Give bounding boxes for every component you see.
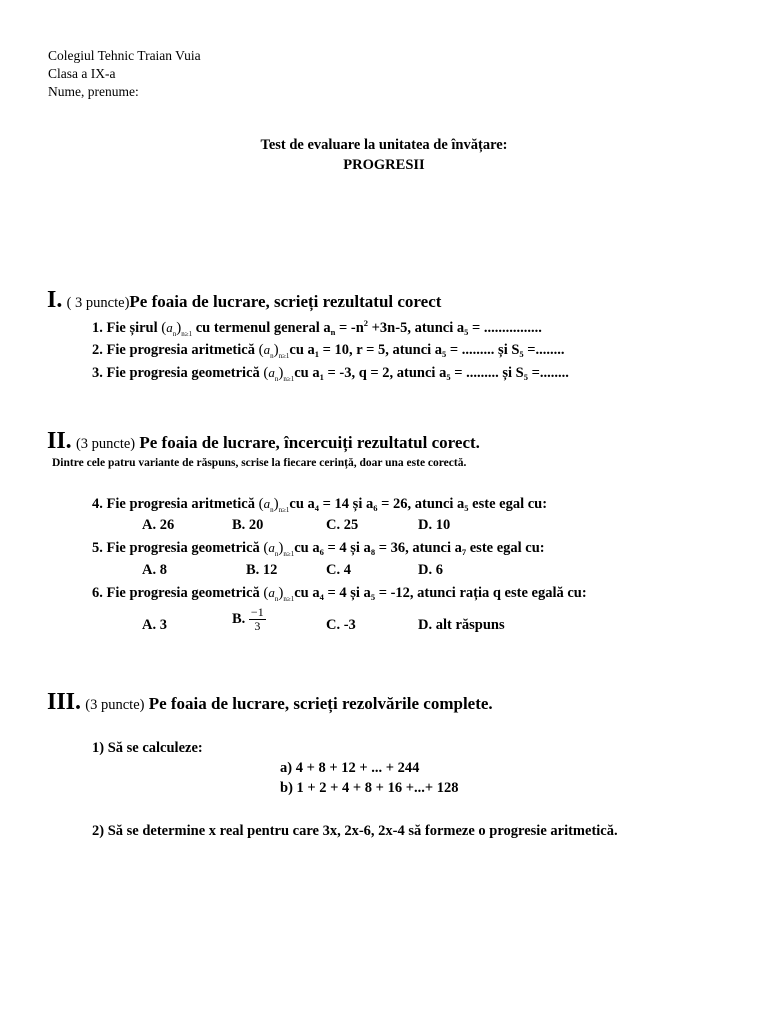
section-2-note: Dintre cele patru variante de răspuns, scrise la fiecare cerință, doar una este corectă. <box>52 457 467 469</box>
question-2: 2) Să se determine x real pentru care 3x, 2x-6, 2x-4 să formeze o progresie aritmetică. <box>92 823 618 839</box>
test-subject: PROGRESII <box>343 157 425 173</box>
item-4: 4. Fie progresia aritmetică $(a_n)_{n\ge 1}cu$ $a_4 = 14$ și $a_6 = 26$, atunci $a_5$ este egal cu: <box>92 496 548 514</box>
option-5b[interactable]: B. 12 <box>246 562 278 578</box>
class-label: Clasa a IX-a <box>48 66 116 81</box>
option-4b[interactable]: B. 20 <box>232 517 264 533</box>
option-5d[interactable]: D. 6 <box>418 562 443 578</box>
item-6: 6. Fie progresia geometrică $(a_n)_{n\ge 1}cu$ $a_4 = 4$ și $a_5 = -12$, atunci rația q este egală cu: <box>92 585 587 603</box>
question-1: 1) Să se calculeze: <box>92 740 203 756</box>
section-3-heading: III. (3 puncte) Pe foaia de lucrare, scrieți rezolvările complete. <box>47 689 493 715</box>
name-label: Nume, prenume: <box>48 84 139 99</box>
option-5c[interactable]: C. 4 <box>326 562 351 578</box>
option-6b[interactable]: B. $\frac{-1}{3}$ <box>232 605 264 633</box>
test-title: Test de evaluare la unitatea de învățare: <box>260 137 508 153</box>
sequence-notation: $(a_n)_{n\ge 1}$ <box>161 320 193 338</box>
option-6d[interactable]: D. alt răspuns <box>418 617 505 633</box>
option-4d[interactable]: D. 10 <box>418 517 451 533</box>
sequence-notation: $(a_n)_{n\ge 1}$ <box>258 496 290 514</box>
item-5: 5. Fie progresia geometrică $(a_n)_{n\ge 1}cu$ $a_6 = 4$ și $a_8 = 36$, atunci $a_7$ este egal cu: <box>92 540 545 558</box>
option-6a[interactable]: A. 3 <box>142 617 167 633</box>
item-2: 2. Fie progresia aritmetică $(a_n)_{n\ge 1}cu$ $a_1 = 10$, r = 5, atunci $a_5$ = ......... și $S_5$ =........ <box>92 342 565 360</box>
option-4c[interactable]: C. 25 <box>326 517 359 533</box>
item-1: 1. Fie șirul $(a_n)_{n\ge 1}$ cu termenul general $a_n = -n^2 +3n-5$, atunci $a_5$ = ................ <box>92 318 542 338</box>
question-1a: a) 4 + 8 + 12 + ... + 244 <box>280 760 420 776</box>
sequence-notation: $(a_n)_{n\ge 1}$ <box>263 585 295 603</box>
fraction-minus-one-third: $\frac{-1}{3}$ <box>250 605 264 633</box>
section-2-heading: II. (3 puncte) Pe foaia de lucrare, încercuiți rezultatul corect. <box>47 428 480 454</box>
sequence-notation: $(a_n)_{n\ge 1}$ <box>258 342 290 360</box>
question-1b: b) 1 + 2 + 4 + 8 + 16 +...+ 128 <box>280 780 459 796</box>
sequence-notation: $(a_n)_{n\ge 1}$ <box>263 365 295 383</box>
sequence-notation: $(a_n)_{n\ge 1}$ <box>263 540 295 558</box>
section-1-heading: I. ( 3 puncte)Pe foaia de lucrare, scrieți rezultatul corect <box>47 287 442 313</box>
item-3: 3. Fie progresia geometrică $(a_n)_{n\ge 1}cu$ $a_1 = -3$, q = 2, atunci $a_5$ = ......... și $S_5$ =........ <box>92 365 569 383</box>
option-5a[interactable]: A. 8 <box>142 562 167 578</box>
option-4a[interactable]: A. 26 <box>142 517 175 533</box>
option-6c[interactable]: C. -3 <box>326 617 356 633</box>
school-name: Colegiul Tehnic Traian Vuia <box>48 48 201 63</box>
